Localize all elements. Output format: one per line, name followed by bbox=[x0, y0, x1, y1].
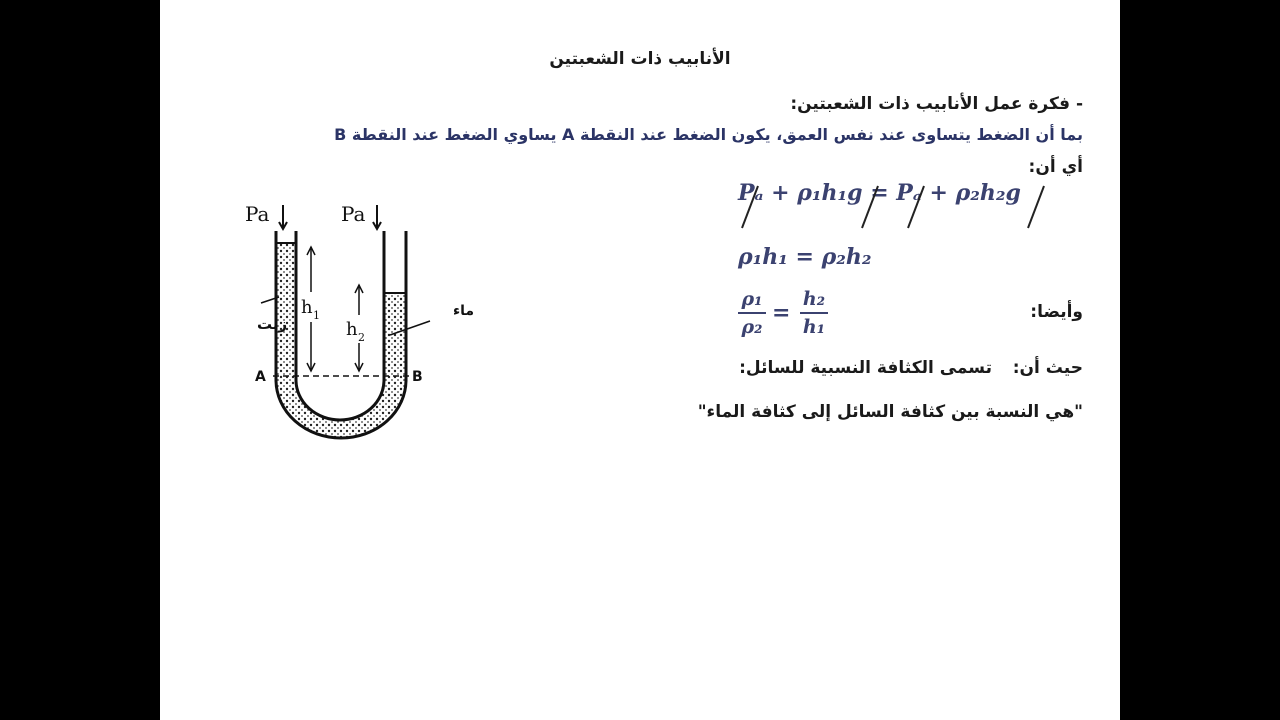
fraction-denominator: ρ₂ bbox=[741, 316, 763, 338]
equation-text: Pₐ + ρ₁h₁g = Pₐ + ρ₂h₂g bbox=[738, 180, 1021, 206]
fraction-numerator: h₂ bbox=[802, 288, 826, 310]
relative-density-label: تسمى الكثافة النسبية للسائل: bbox=[739, 358, 992, 378]
u-tube-diagram bbox=[225, 195, 475, 440]
simplified-equation: ρ₁h₁ = ρ₂h₂ bbox=[738, 244, 872, 270]
also-label: وأيضا: bbox=[1030, 302, 1083, 322]
fraction-bar bbox=[800, 312, 828, 314]
h2-label: h bbox=[346, 319, 358, 340]
point-b-label: B bbox=[412, 369, 423, 385]
slide-title: الأنابيب ذات الشعبتين bbox=[549, 49, 731, 69]
pa-left-label: Pa bbox=[245, 202, 270, 226]
heading-line: - فكرة عمل الأنابيب ذات الشعبتين: bbox=[790, 94, 1083, 114]
statement-line: بما أن الضغط يتساوى عند نفس العمق، يكون الضغط عند النقطة A يساوي الضغط عند النقطة B bbox=[334, 125, 1083, 144]
h1-subscript: 1 bbox=[313, 309, 320, 322]
equals-sign: = bbox=[772, 300, 791, 326]
h2-subscript: 2 bbox=[358, 331, 365, 344]
point-a-label: A bbox=[255, 369, 266, 385]
where-label: حيث أن: bbox=[1012, 358, 1083, 378]
height-ratio-fraction bbox=[800, 288, 828, 338]
fraction-bar bbox=[738, 312, 766, 314]
pa-right-label: Pa bbox=[341, 202, 366, 226]
fraction-numerator: ρ₁ bbox=[741, 288, 763, 310]
that-is-line: أي أن: bbox=[1028, 157, 1083, 177]
oil-label: زيت bbox=[257, 315, 288, 333]
water-label: ماء bbox=[453, 303, 475, 319]
slide bbox=[160, 0, 1120, 720]
h1-label: h bbox=[301, 297, 313, 318]
definition-line: "هي النسبة بين كثافة السائل إلى كثافة الماء" bbox=[697, 402, 1083, 422]
density-ratio-fraction bbox=[738, 288, 766, 338]
cancel-strokes bbox=[738, 182, 1048, 232]
fraction-denominator: h₁ bbox=[802, 316, 826, 338]
